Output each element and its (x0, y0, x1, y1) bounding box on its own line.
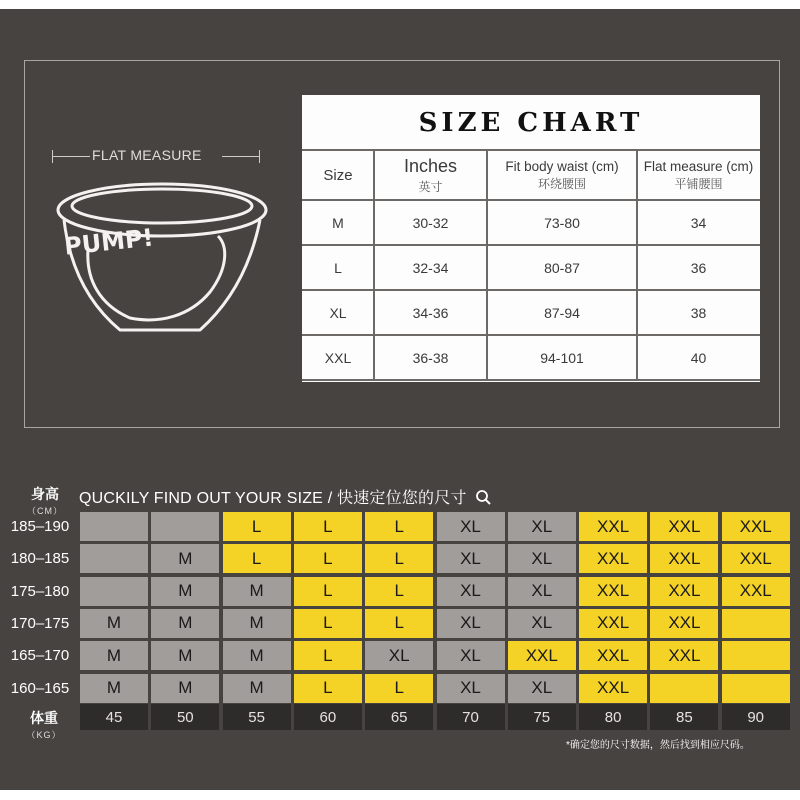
size-cell: XXL (579, 512, 647, 541)
size-cell: M (151, 674, 219, 703)
size-chart-cell: 36 (690, 259, 707, 276)
size-cell: M (151, 577, 219, 606)
size-cell: M (151, 609, 219, 638)
measure-line-left (52, 156, 90, 157)
measure-line-right (222, 156, 260, 157)
weight-column-label: 55 (223, 704, 291, 730)
header-label-cn: 英寸 (418, 179, 443, 194)
waistband-outline (58, 184, 266, 236)
weight-column-label: 75 (508, 704, 576, 730)
size-cell: M (223, 577, 291, 606)
weight-header (20, 708, 68, 741)
size-cell (151, 512, 219, 541)
weight-column-label: 90 (722, 704, 790, 730)
weight-column-label: 65 (365, 704, 433, 730)
size-cell: XXL (579, 544, 647, 573)
size-cell: L (365, 577, 433, 606)
weight-column-label: 60 (294, 704, 362, 730)
size-cell: XXL (722, 544, 790, 573)
size-chart-cell: 34 (690, 214, 707, 231)
size-cell: XXL (722, 577, 790, 606)
size-cell (80, 544, 148, 573)
size-cell: M (223, 641, 291, 670)
size-cell: L (294, 641, 362, 670)
size-cell: XL (437, 544, 505, 573)
size-chart-cell: 30-32 (412, 214, 449, 231)
table-gridline (302, 289, 760, 291)
size-cell: L (294, 544, 362, 573)
height-row-label: 180–185 (10, 550, 70, 568)
size-chart-header-cell (374, 150, 487, 200)
size-cell: XL (508, 577, 576, 606)
header-label-cn: 平铺腰围 (674, 176, 723, 191)
table-gridline (302, 244, 760, 246)
height-row-label: 175–180 (10, 582, 70, 600)
table-gridline (636, 150, 638, 380)
pump-logo: PUMP! (62, 223, 155, 261)
size-cell: L (294, 609, 362, 638)
weight-header-label: 体重 (30, 710, 58, 726)
size-chart-header-cell (637, 150, 760, 200)
size-chart-cell: L (334, 259, 342, 276)
weight-column-label: 85 (650, 704, 718, 730)
size-cell: M (80, 674, 148, 703)
table-gridline (302, 379, 760, 381)
size-cell: L (365, 609, 433, 638)
size-cell: L (294, 674, 362, 703)
weight-header-unit: （KG） (26, 730, 62, 740)
size-chart-cell: 36-38 (412, 349, 449, 366)
size-cell: M (223, 674, 291, 703)
size-cell: XL (508, 609, 576, 638)
size-cell: M (151, 641, 219, 670)
search-icon (475, 489, 493, 505)
table-gridline (302, 149, 760, 151)
table-gridline (302, 334, 760, 336)
flat-measure-label: FLAT MEASURE (92, 147, 202, 163)
size-cell: XL (437, 577, 505, 606)
weight-column-label: 70 (437, 704, 505, 730)
size-cell (650, 674, 718, 703)
size-cell: XL (437, 609, 505, 638)
header-label-en: Inches (403, 155, 458, 176)
weight-column-label: 80 (579, 704, 647, 730)
quick-find-title-text: QUCKILY FIND OUT YOUR SIZE / 快速定位您的尺寸 (79, 490, 467, 507)
size-cell: XL (437, 512, 505, 541)
size-chart-cell: 80-87 (544, 259, 580, 276)
size-cell: XXL (722, 512, 790, 541)
size-cell: XL (437, 674, 505, 703)
size-cell: L (365, 544, 433, 573)
size-chart-cell: 40 (690, 349, 707, 366)
size-cell: M (80, 641, 148, 670)
size-chart-title: SIZE CHART (418, 107, 644, 138)
size-chart-cell: 94-101 (540, 349, 584, 366)
size-chart-cell: XL (329, 304, 347, 321)
size-cell (80, 577, 148, 606)
size-chart-table (302, 95, 760, 382)
table-gridline (486, 150, 488, 380)
size-cell: XXL (579, 609, 647, 638)
height-row-label: 170–175 (10, 614, 70, 632)
weight-column-label: 50 (151, 704, 219, 730)
size-cell (722, 674, 790, 703)
size-cell: XL (508, 674, 576, 703)
size-chart-cell: M (332, 214, 344, 231)
height-row-label: 185–190 (10, 518, 70, 535)
size-cell: XXL (579, 577, 647, 606)
size-cell: XXL (650, 641, 718, 670)
header-label-en: Flat measure (cm) (643, 158, 754, 174)
size-cell: L (294, 512, 362, 541)
footnote: *确定您的尺寸数据，然后找到相应尺码。 (566, 740, 750, 751)
size-chart-cell: 32-34 (412, 259, 449, 276)
header-label-cn: 环绕腰围 (537, 176, 586, 191)
flat-measure-indicator (52, 145, 260, 167)
size-chart-header-cell (487, 150, 637, 200)
size-chart-cell: XXL (324, 349, 352, 366)
size-cell: XL (437, 641, 505, 670)
size-chart-cell: 34-36 (412, 304, 449, 321)
quick-find-title (79, 485, 493, 508)
table-gridline (302, 199, 760, 201)
size-cell (722, 641, 790, 670)
size-chart-cell: 38 (690, 304, 707, 321)
size-cell: M (223, 609, 291, 638)
table-gridline (373, 150, 375, 380)
size-cell: XXL (650, 544, 718, 573)
size-cell: L (223, 544, 291, 573)
size-cell: XL (508, 512, 576, 541)
size-cell (80, 512, 148, 541)
size-cell: L (223, 512, 291, 541)
measure-tick-right (259, 150, 260, 163)
size-cell: M (80, 609, 148, 638)
size-cell (722, 609, 790, 638)
size-cell: XXL (650, 577, 718, 606)
weight-column-label: 45 (80, 704, 148, 730)
size-chart-cell: 87-94 (544, 304, 580, 321)
size-cell: XXL (579, 674, 647, 703)
header-label-en: Size (323, 166, 353, 184)
size-cell: M (151, 544, 219, 573)
size-cell: L (365, 674, 433, 703)
height-header-label: 身高 (31, 486, 59, 502)
header-label-en: Fit body waist (cm) (505, 158, 619, 174)
size-cell: XXL (579, 641, 647, 670)
height-header (20, 484, 70, 517)
waistband-inner (72, 189, 252, 223)
size-chart-header-cell (302, 150, 374, 200)
height-header-unit: （CM） (27, 506, 63, 516)
brief-illustration (50, 180, 290, 340)
size-cell: XXL (650, 609, 718, 638)
size-cell: XL (508, 544, 576, 573)
height-row-label: 165–170 (10, 647, 70, 665)
size-chart-cell: 73-80 (544, 214, 580, 231)
size-cell: XXL (508, 641, 576, 670)
size-cell: XL (365, 641, 433, 670)
size-cell: L (365, 512, 433, 541)
size-cell: XXL (650, 512, 718, 541)
size-cell: L (294, 577, 362, 606)
height-row-label: 160–165 (10, 679, 70, 697)
